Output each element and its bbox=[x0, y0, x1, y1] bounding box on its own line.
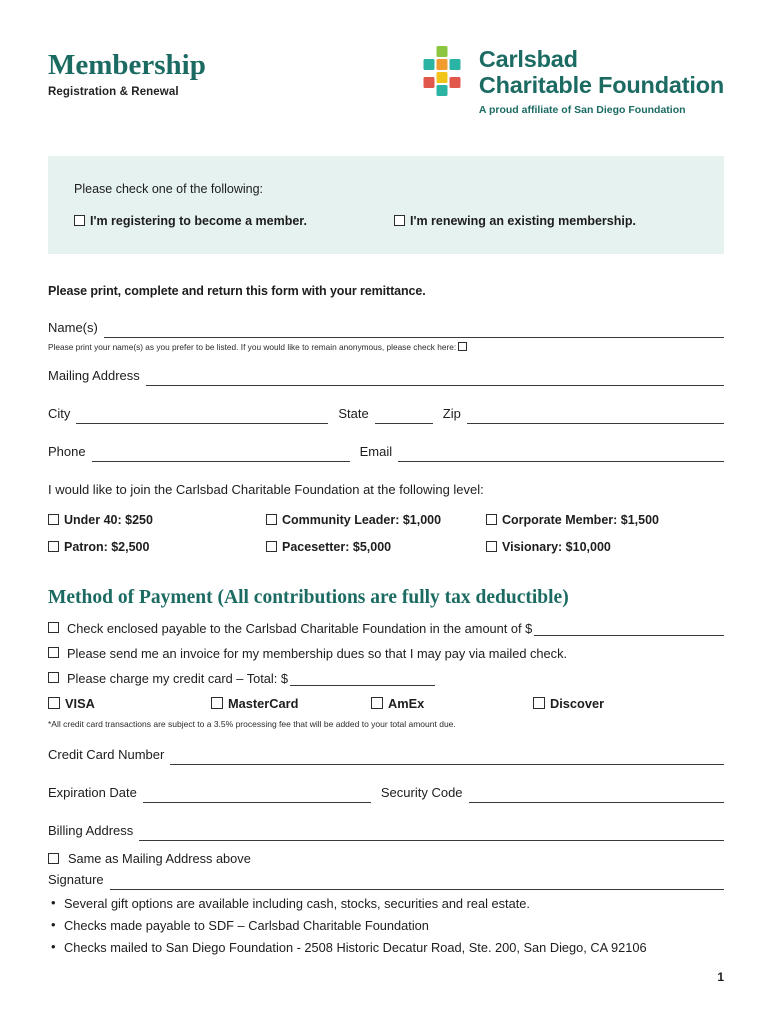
band-options bbox=[74, 214, 700, 228]
check-amount-input[interactable] bbox=[534, 622, 724, 636]
band-prompt: Please check one of the following: bbox=[74, 181, 264, 196]
checkbox-icon[interactable] bbox=[371, 697, 383, 709]
security-code-label: Security Code bbox=[380, 784, 463, 800]
footer-notes bbox=[48, 896, 724, 955]
mailing-address-input[interactable] bbox=[146, 371, 724, 386]
checkbox-icon[interactable] bbox=[266, 541, 277, 552]
invoice-label: Please send me an invoice for my membership dues so that I may pay via mailed check. bbox=[67, 645, 568, 661]
expiration-security-row bbox=[48, 783, 724, 803]
level-option-community-leader[interactable] bbox=[266, 513, 486, 527]
names-note bbox=[48, 342, 724, 352]
checkbox-icon[interactable] bbox=[48, 514, 59, 525]
check-enclosed-label: Check enclosed payable to the Carlsbad Charitable Foundation in the amount of $ bbox=[67, 620, 533, 636]
names-input[interactable] bbox=[104, 323, 724, 338]
card-label: AmEx bbox=[388, 695, 425, 711]
logo-line-1: Carlsbad bbox=[478, 46, 578, 72]
checkbox-icon[interactable] bbox=[394, 215, 405, 226]
note-item: • Several gift options are available including cash, stocks, securities and real estate. bbox=[48, 896, 724, 911]
expiration-label: Expiration Date bbox=[48, 784, 137, 800]
expiration-input[interactable] bbox=[143, 788, 371, 803]
organization-logo bbox=[415, 40, 724, 116]
phone-label: Phone bbox=[48, 443, 86, 459]
charge-card-label: Please charge my credit card – Total: $ bbox=[67, 670, 288, 686]
card-option-amex[interactable] bbox=[371, 696, 533, 711]
logo-text bbox=[479, 44, 724, 116]
payment-option-credit-card[interactable] bbox=[48, 671, 724, 686]
signature-input[interactable] bbox=[110, 875, 724, 890]
level-label: Patron: $2,500 bbox=[64, 539, 150, 554]
mailing-address-row bbox=[48, 366, 724, 386]
billing-address-label: Billing Address bbox=[48, 822, 134, 838]
state-label: State bbox=[338, 405, 369, 421]
zip-input[interactable] bbox=[467, 409, 724, 424]
logo-line-2: Charitable Foundation bbox=[478, 72, 724, 99]
page-subtitle: Registration & Renewal bbox=[48, 86, 179, 99]
carlsbad-logo-icon bbox=[415, 46, 469, 100]
membership-levels bbox=[48, 513, 724, 567]
level-label: Visionary: $10,000 bbox=[502, 539, 611, 554]
card-option-mastercard[interactable] bbox=[211, 696, 371, 711]
city-state-zip-row bbox=[48, 404, 724, 424]
checkbox-icon[interactable] bbox=[48, 622, 59, 633]
security-code-input[interactable] bbox=[469, 788, 724, 803]
page-title: Membership bbox=[48, 49, 206, 81]
checkbox-icon[interactable] bbox=[48, 853, 59, 864]
logo-tagline: A proud affiliate of San Diego Foundation bbox=[478, 103, 686, 116]
level-label: Pacesetter: $5,000 bbox=[282, 539, 392, 554]
card-label: Discover bbox=[550, 695, 605, 711]
credit-card-number-row bbox=[48, 745, 724, 765]
card-total-input[interactable] bbox=[290, 672, 435, 686]
same-as-mailing-option[interactable] bbox=[48, 851, 724, 866]
checkbox-renewing[interactable] bbox=[394, 214, 636, 228]
phone-email-row bbox=[48, 442, 724, 462]
level-option-under-40[interactable] bbox=[48, 513, 266, 527]
phone-input[interactable] bbox=[92, 447, 350, 462]
checkbox-icon[interactable] bbox=[533, 697, 545, 709]
same-as-mailing-label: Same as Mailing Address above bbox=[68, 850, 251, 866]
city-label: City bbox=[48, 405, 71, 421]
registration-type-band bbox=[48, 156, 724, 254]
signature-label: Signature bbox=[48, 871, 104, 887]
level-option-pacesetter[interactable] bbox=[266, 540, 486, 554]
checkbox-icon[interactable] bbox=[48, 672, 59, 683]
names-label: Name(s) bbox=[48, 319, 98, 335]
payment-option-check-enclosed[interactable] bbox=[48, 621, 724, 636]
checkbox-icon[interactable] bbox=[48, 697, 60, 709]
checkbox-icon[interactable] bbox=[486, 514, 497, 525]
checkbox-icon[interactable] bbox=[266, 514, 277, 525]
billing-address-row bbox=[48, 821, 724, 841]
note-item: • Checks made payable to SDF – Carlsbad Charitable Foundation bbox=[48, 918, 724, 933]
mailing-address-label: Mailing Address bbox=[48, 367, 140, 383]
billing-address-input[interactable] bbox=[139, 826, 724, 841]
checkbox-renewing-label: I'm renewing an existing membership. bbox=[410, 213, 636, 228]
level-option-visionary[interactable] bbox=[486, 540, 706, 554]
payment-heading: Method of Payment (All contributions are fully tax deductible) bbox=[48, 586, 569, 608]
page-header bbox=[0, 0, 770, 116]
card-label: VISA bbox=[65, 695, 95, 711]
checkbox-registering-label: I'm registering to become a member. bbox=[90, 213, 307, 228]
note-item: • Checks mailed to San Diego Foundation - 2508 Historic Decatur Road, Ste. 200, San Diego, CA 92106 bbox=[48, 940, 724, 955]
checkbox-icon[interactable] bbox=[48, 647, 59, 658]
card-type-options bbox=[48, 696, 724, 711]
names-field-row bbox=[48, 318, 724, 338]
form-instructions: Please print, complete and return this form with your remittance. bbox=[48, 283, 426, 298]
level-option-corporate-member[interactable] bbox=[486, 513, 706, 527]
anonymous-checkbox-icon[interactable] bbox=[458, 342, 467, 351]
level-option-patron[interactable] bbox=[48, 540, 266, 554]
checkbox-registering[interactable] bbox=[74, 214, 394, 228]
payment-option-invoice[interactable] bbox=[48, 646, 724, 661]
card-option-visa[interactable] bbox=[48, 696, 211, 711]
signature-row bbox=[48, 870, 724, 890]
credit-card-number-input[interactable] bbox=[170, 750, 724, 765]
state-input[interactable] bbox=[375, 409, 433, 424]
title-block bbox=[48, 40, 206, 98]
checkbox-icon[interactable] bbox=[74, 215, 85, 226]
form-body bbox=[0, 284, 770, 955]
checkbox-icon[interactable] bbox=[211, 697, 223, 709]
email-input[interactable] bbox=[398, 447, 724, 462]
page-number: 1 bbox=[717, 970, 724, 984]
level-label: Community Leader: $1,000 bbox=[282, 512, 442, 527]
processing-fee-note: *All credit card transactions are subject to a 3.5% processing fee that will be added to your total amount due. bbox=[48, 718, 456, 729]
checkbox-icon[interactable] bbox=[48, 541, 59, 552]
email-label: Email bbox=[359, 443, 393, 459]
level-label: Corporate Member: $1,500 bbox=[502, 512, 660, 527]
card-label: MasterCard bbox=[228, 695, 299, 711]
names-note-text: Please print your name(s) as you prefer to be listed. If you would like to remain anonymous, please check here: bbox=[48, 341, 457, 352]
membership-level-intro: I would like to join the Carlsbad Charitable Foundation at the following level: bbox=[48, 481, 484, 497]
level-label: Under 40: $250 bbox=[64, 512, 153, 527]
zip-label: Zip bbox=[442, 405, 461, 421]
card-option-discover[interactable] bbox=[533, 696, 604, 711]
city-input[interactable] bbox=[76, 409, 328, 424]
checkbox-icon[interactable] bbox=[486, 541, 497, 552]
credit-card-number-label: Credit Card Number bbox=[48, 746, 165, 762]
